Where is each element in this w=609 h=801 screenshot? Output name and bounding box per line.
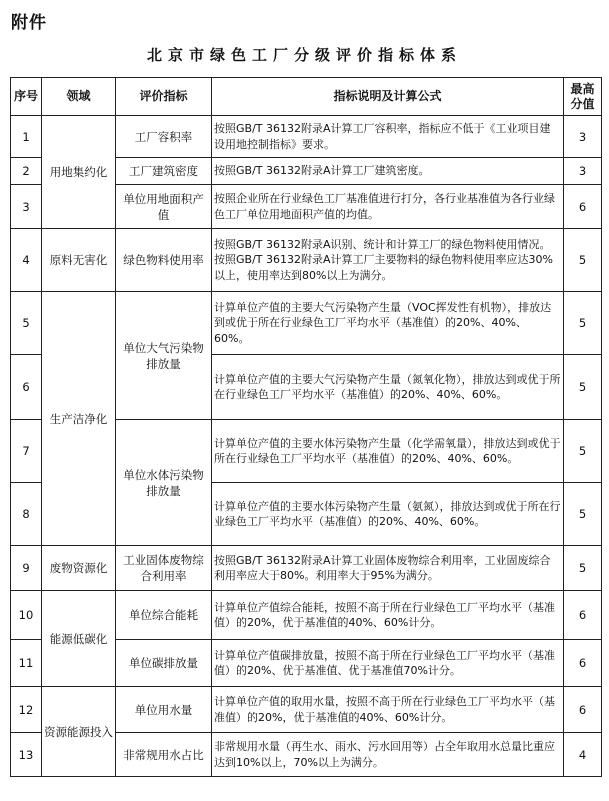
- description-cell: 按照GB/T 36132附录A计算工厂容积率，指标应不低于《工业项目建设用地控制指标》要求。: [212, 116, 564, 158]
- row-no: 13: [11, 733, 42, 777]
- header-no: 序号: [11, 78, 42, 116]
- score-cell: 5: [564, 292, 602, 355]
- score-cell: 5: [564, 546, 602, 591]
- row-no: 8: [11, 483, 42, 546]
- row-no: 7: [11, 420, 42, 483]
- attachment-label: 附件: [11, 13, 47, 33]
- domain-cell: 原料无害化: [42, 229, 116, 292]
- description-cell: 按照GB/T 36132附录A计算工业固体废物综合利用率，工业固废综合利用率应大于80%。利用率大于95%为满分。: [212, 546, 564, 591]
- row-no: 10: [11, 591, 42, 640]
- header-indicator: 评价指标: [116, 78, 212, 116]
- table-row: [11, 116, 602, 158]
- indicator-cell: 单位大气污染物排放量: [116, 292, 212, 420]
- description-cell: 按照GB/T 36132附录A识别、统计和计算工厂的绿色物料使用情况。按照GB/T 36132附录A计算工厂主要物料的绿色物料使用率应达30%以上，使用率达到80%以上为满分。: [212, 229, 564, 292]
- domain-cell: 废物资源化: [42, 546, 116, 591]
- domain-cell: 能源低碳化: [42, 591, 116, 687]
- score-cell: 5: [564, 420, 602, 483]
- header-description: 指标说明及计算公式: [212, 78, 564, 116]
- indicator-cell: 单位水体污染物排放量: [116, 420, 212, 546]
- row-no: 12: [11, 687, 42, 733]
- description-cell: 计算单位产值综合能耗，按照不高于所在行业绿色工厂平均水平（基准值）的20%，优于基准值的40%、60%计分。: [212, 591, 564, 640]
- score-cell: 6: [564, 185, 602, 229]
- description-cell: 计算单位产值的主要大气污染物产生量（VOC挥发性有机物），排放达到或优于所在行业绿色工厂平均水平（基准值）的20%、40%、60%。: [212, 292, 564, 355]
- table-header-row: [11, 78, 602, 116]
- score-cell: 3: [564, 158, 602, 185]
- row-no: 2: [11, 158, 42, 185]
- description-cell: 非常规用水量（再生水、雨水、污水回用等）占全年取用水总量比重应达到10%以上，70%以上为满分。: [212, 733, 564, 777]
- description-cell: 按照企业所在行业绿色工厂基准值进行打分，各行业基准值为各行业绿色工厂单位用地面积产值的均值。: [212, 185, 564, 229]
- table-row: [11, 591, 602, 640]
- description-cell: 计算单位产值的主要水体污染物产生量（氨氮），排放达到或优于所在行业绿色工厂平均水平（基准值）的20%、40%、60%。: [212, 483, 564, 546]
- domain-cell: 资源能源投入: [42, 687, 116, 777]
- row-no: 3: [11, 185, 42, 229]
- score-cell: 5: [564, 355, 602, 420]
- description-cell: 计算单位产值的取用水量，按照不高于所在行业绿色工厂平均水平（基准值）的20%，优于基准值的40%、60%计分。: [212, 687, 564, 733]
- row-no: 6: [11, 355, 42, 420]
- indicator-cell: 单位用水量: [116, 687, 212, 733]
- description-cell: 计算单位产值碳排放量，按照不高于所在行业绿色工厂平均水平（基准值）的20%、优于基准值、优于基准值70%计分。: [212, 640, 564, 687]
- description-cell: 计算单位产值的主要大气污染物产生量（氮氧化物），排放达到或优于所在行业绿色工厂平均水平（基准值）的20%、40%、60%。: [212, 355, 564, 420]
- indicator-cell: 工业固体废物综合利用率: [116, 546, 212, 591]
- row-no: 11: [11, 640, 42, 687]
- score-cell: 6: [564, 591, 602, 640]
- indicator-cell: 单位综合能耗: [116, 591, 212, 640]
- domain-cell: 用地集约化: [42, 116, 116, 229]
- table-row: [11, 292, 602, 355]
- score-cell: 6: [564, 640, 602, 687]
- indicator-cell: 非常规用水占比: [116, 733, 212, 777]
- row-no: 1: [11, 116, 42, 158]
- score-cell: 4: [564, 733, 602, 777]
- domain-cell: 生产洁净化: [42, 292, 116, 546]
- indicator-cell: 工厂建筑密度: [116, 158, 212, 185]
- description-cell: 按照GB/T 36132附录A计算工厂建筑密度。: [212, 158, 564, 185]
- indicator-cell: 工厂容积率: [116, 116, 212, 158]
- indicator-table: [10, 77, 602, 777]
- row-no: 9: [11, 546, 42, 591]
- indicator-cell: 单位碳排放量: [116, 640, 212, 687]
- indicator-cell: 绿色物料使用率: [116, 229, 212, 292]
- table-row: [11, 229, 602, 292]
- row-no: 5: [11, 292, 42, 355]
- description-cell: 计算单位产值的主要水体污染物产生量（化学需氧量），排放达到或优于所在行业绿色工厂平均水平（基准值）的20%、40%、60%。: [212, 420, 564, 483]
- row-no: 4: [11, 229, 42, 292]
- score-cell: 5: [564, 229, 602, 292]
- score-cell: 6: [564, 687, 602, 733]
- header-max-score: 最高分值: [564, 78, 602, 116]
- table-row: [11, 546, 602, 591]
- document-title: 北京市绿色工厂分级评价指标体系: [146, 46, 462, 64]
- header-domain: 领域: [42, 78, 116, 116]
- table-row: [11, 687, 602, 733]
- indicator-cell: 单位用地面积产值: [116, 185, 212, 229]
- score-cell: 5: [564, 483, 602, 546]
- score-cell: 3: [564, 116, 602, 158]
